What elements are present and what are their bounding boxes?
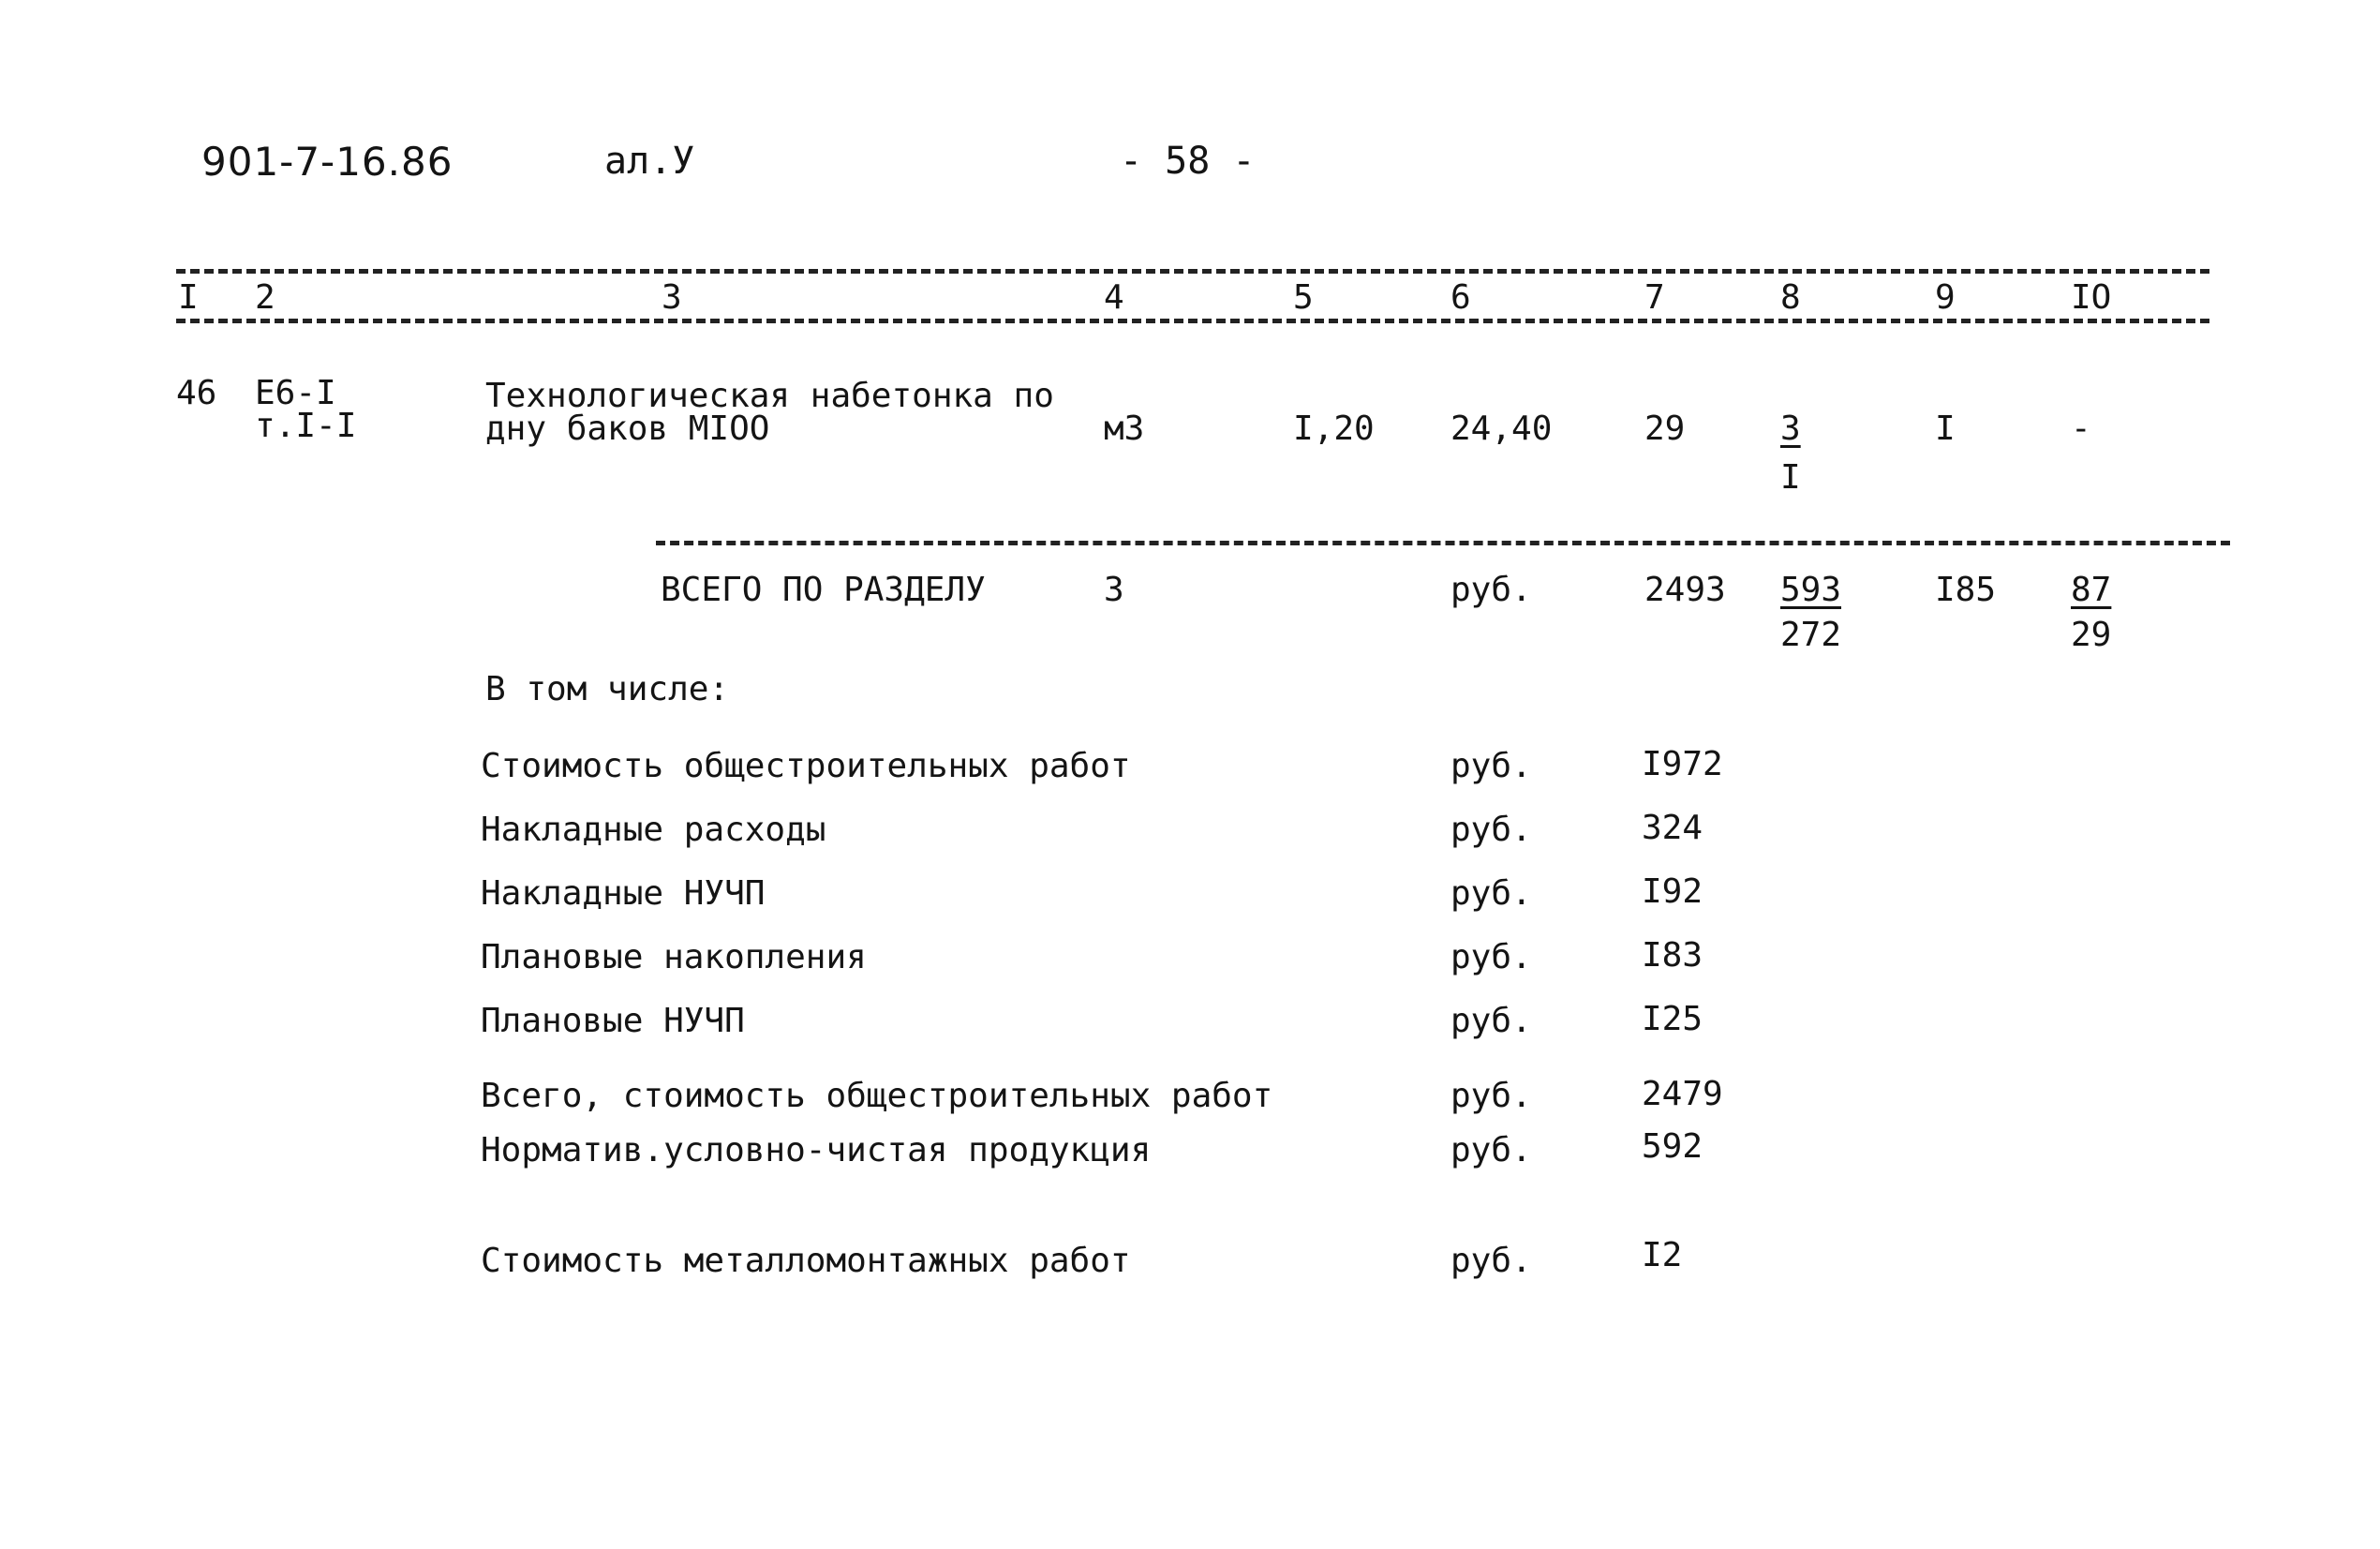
row-col8-bottom: I [1780, 458, 1801, 497]
column-number-4: 4 [1104, 278, 1124, 317]
section-total-rule [656, 541, 2230, 545]
row-col8-top: 3 [1780, 410, 1801, 448]
column-number-6: 6 [1450, 278, 1471, 317]
breakdown-value: 592 [1642, 1127, 1703, 1166]
table-top-rule [176, 269, 2209, 274]
breakdown-label: Плановые НУЧП [481, 1002, 745, 1040]
breakdown-unit: руб. [1450, 1242, 1532, 1280]
breakdown-label: Стоимость металломонтажных работ [481, 1242, 1131, 1280]
column-number-3: 3 [662, 278, 682, 317]
breakdown-unit: руб. [1450, 1131, 1532, 1169]
row-unit-price: 24,40 [1450, 410, 1553, 448]
row-total: 29 [1644, 410, 1686, 448]
breakdown-value: 2479 [1642, 1075, 1723, 1113]
breakdown-label: Накладные НУЧП [481, 874, 766, 913]
row-col9: I [1935, 410, 1956, 448]
row-unit: м3 [1104, 410, 1145, 448]
row-code-line1: Е6-I [255, 374, 336, 412]
breakdown-value: I972 [1642, 745, 1723, 783]
breakdown-unit: руб. [1450, 1077, 1532, 1115]
row-name-line2: дну баков МIОО [485, 410, 770, 448]
section-total-col9: I85 [1935, 571, 1997, 609]
breakdown-value: I83 [1642, 936, 1703, 975]
breakdown-unit: руб. [1450, 1002, 1532, 1040]
breakdown-label: Норматив.условно-чистая продукция [481, 1131, 1152, 1169]
breakdown-unit: руб. [1450, 874, 1532, 913]
breakdown-label: Стоимость общестроительных работ [481, 747, 1131, 785]
breakdown-value: 324 [1642, 809, 1703, 847]
breakdown-label: Всего, стоимость общестроительных работ [481, 1077, 1273, 1115]
document-code: 901-7-16.86 [201, 139, 454, 185]
album-label: ал.У [604, 140, 695, 183]
section-total-col10-top: 87 [2071, 571, 2112, 609]
section-total-col10-bottom: 29 [2071, 616, 2112, 654]
section-total-col8-bottom: 272 [1780, 616, 1842, 654]
section-total-label: ВСЕГО ПО РАЗДЕЛУ [661, 571, 986, 609]
column-number-5: 5 [1293, 278, 1314, 317]
column-number-2: 2 [255, 278, 275, 317]
breakdown-value: I92 [1642, 872, 1703, 911]
breakdown-unit: руб. [1450, 938, 1532, 976]
breakdown-value: I2 [1642, 1236, 1683, 1274]
table-header-rule [176, 319, 2209, 323]
row-number: 46 [176, 374, 217, 412]
section-total-unit: руб. [1450, 571, 1532, 609]
row-code-line2: т.I-I [255, 407, 357, 445]
column-number-7: 7 [1644, 278, 1665, 317]
row-name-line1: Технологическая набетонка по [485, 377, 1054, 415]
column-number-10: IO [2071, 278, 2112, 317]
page-number: - 58 - [1120, 140, 1256, 183]
breakdown-label: Накладные расходы [481, 811, 826, 849]
breakdown-unit: руб. [1450, 747, 1532, 785]
section-total-amount: 2493 [1644, 571, 1726, 609]
section-total-number: 3 [1104, 571, 1124, 609]
row-col10: - [2071, 410, 2091, 448]
section-total-col8-top: 593 [1780, 571, 1842, 609]
breakdown-label: Плановые накопления [481, 938, 867, 976]
breakdown-unit: руб. [1450, 811, 1532, 849]
including-label: В том числе: [485, 670, 730, 708]
column-number-9: 9 [1935, 278, 1956, 317]
column-number-1: I [178, 278, 199, 317]
row-quantity: I,20 [1293, 410, 1375, 448]
column-number-8: 8 [1780, 278, 1801, 317]
breakdown-value: I25 [1642, 1000, 1703, 1038]
